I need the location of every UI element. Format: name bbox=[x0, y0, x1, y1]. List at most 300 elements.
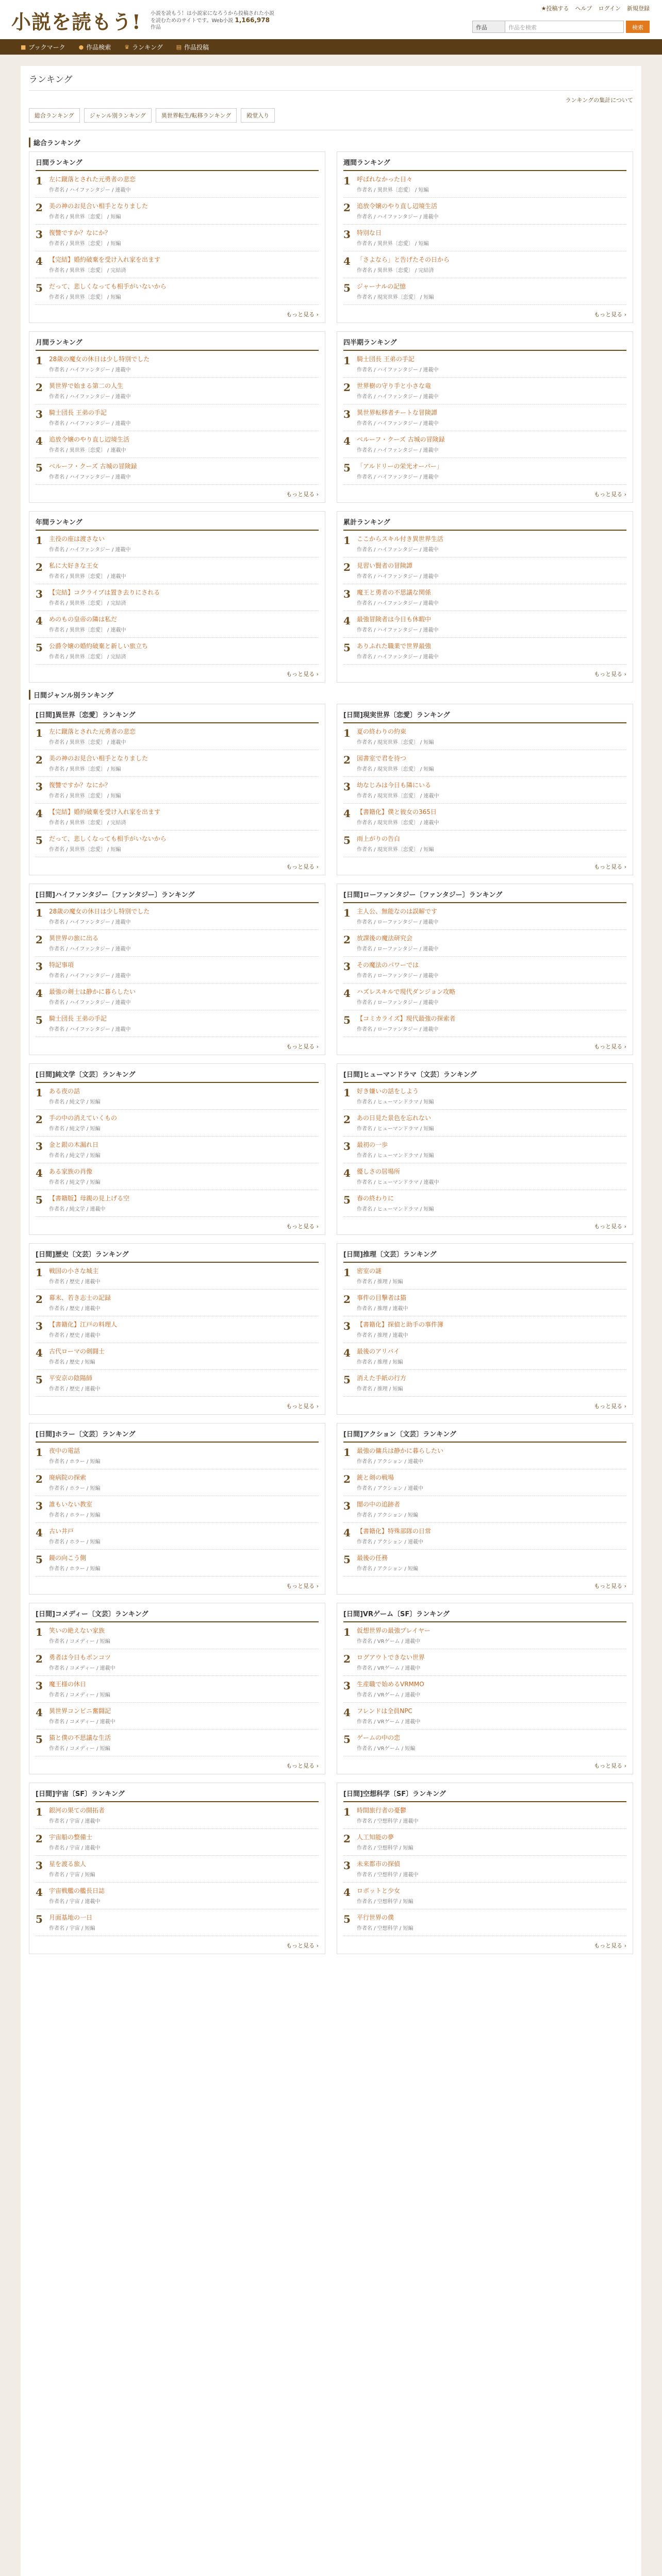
ranking-info-link[interactable]: ランキングの集計について bbox=[565, 97, 633, 104]
main-content bbox=[21, 66, 641, 2576]
rank-body bbox=[357, 835, 626, 853]
rank-body bbox=[357, 1887, 626, 1905]
novel-title-link[interactable]: 【完結】コクライブは置き去りにされる bbox=[49, 589, 160, 596]
novel-title-link[interactable]: 魔王様の休日 bbox=[49, 1681, 87, 1688]
ranking-panel bbox=[29, 151, 325, 323]
rank-item bbox=[343, 831, 626, 857]
novel-title-link[interactable]: ある家族の肖像 bbox=[49, 1168, 93, 1175]
novel-title-link[interactable]: 左に蹴落とされた元勇者の悲恋 bbox=[49, 728, 136, 735]
novel-title-link[interactable]: 最初の一歩 bbox=[357, 1141, 388, 1148]
more-link[interactable]: もっと見る › bbox=[594, 311, 626, 318]
rank-number: 3 bbox=[343, 1140, 351, 1153]
rank-body bbox=[357, 175, 626, 193]
more-link[interactable]: もっと見る › bbox=[286, 1043, 319, 1050]
rank-item bbox=[36, 1290, 319, 1316]
search-type-select[interactable]: 作品 bbox=[472, 21, 505, 33]
novel-title-link[interactable]: 追放令嬢のやり直し辺境生活 bbox=[357, 202, 438, 210]
rank-body bbox=[49, 1833, 319, 1851]
novel-title-link[interactable]: 人工知能の夢 bbox=[357, 1834, 394, 1841]
novel-title-link[interactable]: 図書室で君を待つ bbox=[357, 755, 407, 762]
rank-body bbox=[357, 1194, 626, 1212]
novel-title-link[interactable]: 美の神のお見合い相手となりました bbox=[49, 202, 148, 210]
rank-body bbox=[357, 1806, 626, 1824]
novel-meta: 作者名 / 純文学 / 短編 bbox=[49, 1153, 101, 1159]
rank-item bbox=[36, 1316, 319, 1343]
novel-title-link[interactable]: 【書籍化】探偵と助手の事件簿 bbox=[357, 1321, 444, 1328]
novel-title-link[interactable]: 廃病院の探索 bbox=[49, 1474, 87, 1481]
novel-meta: 作者名 / ハイファンタジー / 連載中 bbox=[49, 367, 131, 373]
novel-meta: 作者名 / 歴史 / 連載中 bbox=[49, 1333, 101, 1338]
rank-body bbox=[49, 1653, 319, 1671]
novel-title-link[interactable]: その魔法のパワーでは bbox=[357, 961, 419, 969]
novel-title-link[interactable]: 闇の中の追跡者 bbox=[357, 1501, 401, 1508]
header-link-post[interactable]: ★投稿する bbox=[541, 5, 569, 12]
novel-meta: 作者名 / 異世界〔恋愛〕 / 完結済 bbox=[49, 268, 126, 274]
novel-meta: 作者名 / ホラー / 短編 bbox=[49, 1539, 101, 1545]
search-button[interactable]: 検索 bbox=[626, 21, 650, 33]
rank-number: 1 bbox=[343, 907, 351, 919]
rank-body bbox=[357, 1473, 626, 1492]
novel-meta: 作者名 / ハイファンタジー / 連載中 bbox=[49, 1027, 131, 1032]
more-link[interactable]: もっと見る › bbox=[594, 1043, 626, 1050]
novel-title-link[interactable]: 異世界の旅に出る bbox=[49, 935, 99, 942]
novel-title-link[interactable]: 夏の終わりの約束 bbox=[357, 728, 407, 735]
novel-title-link[interactable]: 宇宙戦艦の艦長日誌 bbox=[49, 1887, 105, 1894]
more-link[interactable]: もっと見る › bbox=[594, 491, 626, 498]
novel-title-link[interactable]: 猫と僕の不思議な生活 bbox=[49, 1734, 111, 1741]
novel-meta: 作者名 / ローファンタジー / 連載中 bbox=[357, 1000, 439, 1006]
rank-number: 2 bbox=[36, 1113, 43, 1126]
novel-meta: 作者名 / ハイファンタジー / 連載中 bbox=[357, 628, 439, 633]
novel-title-link[interactable]: ベルーフ・クーズ 古城の冒険録 bbox=[357, 436, 445, 443]
rank-number: 5 bbox=[36, 282, 43, 294]
rank-number: 1 bbox=[36, 534, 43, 547]
novel-meta: 作者名 / ハイファンタジー / 連載中 bbox=[49, 547, 131, 553]
novel-meta: 作者名 / アクション / 短編 bbox=[357, 1513, 418, 1518]
rank-number: 5 bbox=[343, 1014, 351, 1026]
panel-title: [日間]純文学〔文芸〕ランキング bbox=[36, 1068, 319, 1083]
rank-body bbox=[357, 1320, 626, 1338]
novel-title-link[interactable]: 異世界コンビニ奮闘記 bbox=[49, 1707, 111, 1715]
novel-title-link[interactable]: 【書籍化】僕と彼女の365日 bbox=[357, 808, 437, 816]
rank-number: 3 bbox=[36, 228, 43, 241]
filter-genre[interactable]: ジャンル別ランキング bbox=[84, 108, 152, 123]
novel-meta: 作者名 / ハイファンタジー / 連載中 bbox=[357, 574, 439, 580]
novel-title-link[interactable]: 最強の剣士は静かに暮らしたい bbox=[49, 988, 136, 995]
novel-title-link[interactable]: 事件の目撃者は猫 bbox=[357, 1294, 407, 1301]
novel-meta: 作者名 / 異世界〔恋愛〕 / 完結済 bbox=[49, 654, 126, 660]
rank-body bbox=[49, 1014, 319, 1032]
novel-title-link[interactable]: 銃と剣の戦場 bbox=[357, 1474, 394, 1481]
panel-title: [日間]推理〔文芸〕ランキング bbox=[343, 1248, 626, 1263]
more-link[interactable]: もっと見る › bbox=[286, 311, 319, 318]
header-link-login[interactable]: ログイン bbox=[598, 5, 621, 12]
novel-meta: 作者名 / 異世界〔恋愛〕 / 連載中 bbox=[49, 574, 126, 580]
novel-title-link[interactable]: 最強冒険者は今日も休暇中 bbox=[357, 616, 432, 623]
rank-number: 3 bbox=[36, 960, 43, 973]
novel-title-link[interactable]: 最後のアリバイ bbox=[357, 1348, 400, 1355]
novel-meta: 作者名 / ヒューマンドラマ / 短編 bbox=[357, 1099, 434, 1105]
novel-title-link[interactable]: 放課後の魔法研究会 bbox=[357, 935, 413, 942]
novel-title-link[interactable]: 幼なじみは今日も隣にいる bbox=[357, 782, 432, 789]
header-link-help[interactable]: ヘルプ bbox=[575, 5, 592, 12]
search-icon: ● bbox=[78, 43, 84, 50]
rank-number: 4 bbox=[343, 1886, 351, 1899]
novel-title-link[interactable]: 追放令嬢のやり直し辺境生活 bbox=[49, 436, 130, 443]
rank-item bbox=[36, 723, 319, 750]
more-link[interactable]: もっと見る › bbox=[594, 1942, 626, 1949]
novel-title-link[interactable]: 仮想世界の最強プレイヤー bbox=[357, 1627, 431, 1634]
novel-title-link[interactable]: 【書籍化】江戸の料理人 bbox=[49, 1321, 118, 1328]
rank-number: 5 bbox=[36, 1553, 43, 1566]
rank-number: 1 bbox=[343, 727, 351, 739]
more-link[interactable]: もっと見る › bbox=[286, 1942, 319, 1949]
rank-body bbox=[357, 409, 626, 427]
novel-meta: 作者名 / ハイファンタジー / 連載中 bbox=[49, 920, 131, 925]
rank-number: 1 bbox=[343, 1446, 351, 1459]
novel-title-link[interactable]: 復讐ですか？なにか？ bbox=[49, 782, 111, 789]
more-link[interactable]: もっと見る › bbox=[286, 1583, 319, 1589]
novel-title-link[interactable]: 金と銀の木漏れ日 bbox=[49, 1141, 99, 1148]
rank-number: 1 bbox=[343, 1266, 351, 1279]
novel-title-link[interactable]: 最強の傭兵は静かに暮らしたい bbox=[357, 1447, 444, 1454]
novel-title-link[interactable]: 星を渡る旅人 bbox=[49, 1860, 87, 1868]
rank-list bbox=[36, 351, 319, 485]
novel-title-link[interactable]: 28歳の魔女の休日は少し特別でした bbox=[49, 908, 150, 915]
rank-item bbox=[343, 378, 626, 404]
rank-number: 5 bbox=[36, 1733, 43, 1745]
novel-meta: 作者名 / 異世界〔恋愛〕 / 連載中 bbox=[49, 740, 126, 745]
novel-title-link[interactable]: 生産職で始めるVRMMO bbox=[357, 1681, 424, 1688]
rank-number: 4 bbox=[343, 1527, 351, 1539]
rank-number: 3 bbox=[343, 228, 351, 241]
novel-title-link[interactable]: 勇者は今日もポンコツ bbox=[49, 1654, 111, 1661]
more-link[interactable]: もっと見る › bbox=[594, 863, 626, 870]
rank-number: 1 bbox=[36, 354, 43, 367]
rank-number: 3 bbox=[36, 588, 43, 600]
novel-title-link[interactable]: 28歳の魔女の休日は少し特別でした bbox=[49, 355, 150, 363]
rank-list bbox=[343, 351, 626, 485]
rank-list bbox=[343, 531, 626, 665]
rank-number: 1 bbox=[36, 1087, 43, 1099]
novel-title-link[interactable]: ロボットと少女 bbox=[357, 1887, 401, 1894]
novel-title-link[interactable]: 公爵令嬢の婚約破棄と新しい旅立ち bbox=[49, 642, 148, 650]
rank-item bbox=[343, 804, 626, 831]
novel-title-link[interactable]: 「さよなら」と告げたその日から bbox=[357, 256, 450, 263]
rank-number: 4 bbox=[36, 615, 43, 627]
novel-title-link[interactable]: 美の神のお見合い相手となりました bbox=[49, 755, 148, 762]
novel-title-link[interactable]: ゲームの中の恋 bbox=[357, 1734, 401, 1741]
novel-title-link[interactable]: 消えた手紙の行方 bbox=[357, 1375, 407, 1382]
more-link[interactable]: もっと見る › bbox=[594, 1223, 626, 1230]
more-link[interactable]: もっと見る › bbox=[286, 491, 319, 498]
more-link[interactable]: もっと見る › bbox=[594, 1583, 626, 1589]
more-link[interactable]: もっと見る › bbox=[594, 671, 626, 677]
rank-list bbox=[36, 171, 319, 305]
novel-title-link[interactable]: 平安京の陰陽師 bbox=[49, 1375, 93, 1382]
rank-number: 2 bbox=[36, 1473, 43, 1485]
rank-number: 1 bbox=[36, 907, 43, 919]
novel-title-link[interactable]: 春の終わりに bbox=[357, 1195, 394, 1202]
rank-item bbox=[36, 1703, 319, 1730]
rank-body bbox=[49, 1500, 319, 1518]
novel-title-link[interactable]: 【完結】婚約破棄を受け入れ家を出ます bbox=[49, 808, 161, 816]
rank-body bbox=[49, 535, 319, 553]
rank-list bbox=[343, 903, 626, 1037]
novel-title-link[interactable]: 戦国の小さな城主 bbox=[49, 1267, 99, 1275]
rank-item bbox=[343, 930, 626, 957]
rank-body bbox=[357, 961, 626, 979]
novel-title-link[interactable]: 【書籍版】母親の見上げる空 bbox=[49, 1195, 130, 1202]
rank-body bbox=[49, 1913, 319, 1931]
rank-body bbox=[49, 409, 319, 427]
novel-title-link[interactable]: 夜中の電話 bbox=[49, 1447, 80, 1454]
rank-body bbox=[357, 1294, 626, 1312]
novel-title-link[interactable]: 密室の謎 bbox=[357, 1267, 382, 1275]
rank-item bbox=[343, 458, 626, 485]
novel-meta: 作者名 / 異世界〔恋愛〕 / 短編 bbox=[49, 241, 121, 247]
ranking-panel bbox=[29, 331, 325, 503]
filter-hall-of-fame[interactable]: 殿堂入り bbox=[241, 108, 275, 123]
rank-item bbox=[36, 1343, 319, 1370]
rank-item bbox=[343, 584, 626, 611]
rank-list bbox=[343, 1622, 626, 1756]
novel-title-link[interactable]: 特記事項 bbox=[49, 961, 74, 969]
novel-title-link[interactable]: 復讐ですか？なにか？ bbox=[49, 229, 111, 236]
rank-body bbox=[49, 1267, 319, 1285]
novel-meta: 作者名 / アクション / 連載中 bbox=[357, 1459, 423, 1465]
ranking-panel bbox=[29, 1063, 325, 1235]
novel-meta: 作者名 / 異世界〔恋愛〕 / 短編 bbox=[49, 767, 121, 772]
novel-title-link[interactable]: 月面基地の一日 bbox=[49, 1914, 93, 1921]
novel-title-link[interactable]: 魔王と勇者の不思議な関係 bbox=[357, 589, 432, 596]
rank-body bbox=[357, 754, 626, 772]
novel-meta: 作者名 / VRゲーム / 連載中 bbox=[357, 1692, 421, 1698]
novel-title-link[interactable]: 主役の座は渡さない bbox=[49, 535, 105, 543]
rank-item bbox=[36, 831, 319, 857]
rank-body bbox=[357, 256, 626, 274]
rank-body bbox=[49, 907, 319, 925]
novel-title-link[interactable]: ハズレスキルで現代ダンジョン攻略 bbox=[357, 988, 456, 995]
novel-title-link[interactable]: 【書籍化】特殊部隊の日常 bbox=[357, 1528, 432, 1535]
nav-bookmark[interactable] bbox=[21, 43, 65, 52]
novel-title-link[interactable]: 鏡の向こう側 bbox=[49, 1554, 87, 1562]
novel-title-link[interactable]: 異世界で始まる第二の人生 bbox=[49, 382, 124, 389]
header-links bbox=[541, 4, 650, 12]
rank-body bbox=[49, 615, 319, 633]
novel-title-link[interactable]: 銀河の果ての開拓者 bbox=[49, 1807, 105, 1814]
novel-meta: 作者名 / コメディー / 短編 bbox=[49, 1692, 110, 1698]
rank-body bbox=[49, 1087, 319, 1105]
rank-item bbox=[343, 1443, 626, 1469]
rank-number: 4 bbox=[343, 1167, 351, 1179]
novel-meta: 作者名 / 推理 / 短編 bbox=[357, 1360, 403, 1365]
filter-overall[interactable]: 総合ランキング bbox=[29, 108, 80, 123]
nav-post[interactable] bbox=[176, 43, 209, 52]
novel-title-link[interactable]: 笑いの絶えない家族 bbox=[49, 1627, 105, 1634]
panel-title: 四半期ランキング bbox=[343, 336, 626, 351]
more-link[interactable]: もっと見る › bbox=[286, 863, 319, 870]
rank-item bbox=[36, 804, 319, 831]
ranking-grid bbox=[29, 151, 633, 683]
novel-meta: 作者名 / コメディー / 連載中 bbox=[49, 1666, 115, 1671]
novel-title-link[interactable]: だって、悲しくなっても相手がいないから bbox=[49, 283, 167, 290]
novel-title-link[interactable]: 好き嫌いの話をしよう bbox=[357, 1088, 419, 1095]
rank-number: 4 bbox=[36, 1167, 43, 1179]
rank-number: 5 bbox=[36, 641, 43, 654]
search-bar bbox=[472, 21, 650, 33]
novel-title-link[interactable]: 誰もいない教室 bbox=[49, 1501, 93, 1508]
rank-number: 2 bbox=[36, 754, 43, 766]
more-link[interactable]: もっと見る › bbox=[286, 1403, 319, 1410]
novel-title-link[interactable]: ログアウトできない世界 bbox=[357, 1654, 425, 1661]
novel-meta: 作者名 / ハイファンタジー / 連載中 bbox=[357, 448, 439, 453]
site-logo[interactable]: 小説を読もう! bbox=[11, 10, 141, 33]
novel-title-link[interactable]: フレンドは全員NPC bbox=[357, 1707, 412, 1715]
rank-number: 3 bbox=[36, 1500, 43, 1512]
more-link[interactable]: もっと見る › bbox=[286, 1223, 319, 1230]
rank-item bbox=[343, 777, 626, 804]
novel-title-link[interactable]: ここからスキル付き異世界生活 bbox=[357, 535, 443, 543]
ranking-filters bbox=[29, 108, 633, 130]
novel-title-link[interactable]: 幕末、若き志士の記録 bbox=[49, 1294, 111, 1301]
rank-number: 3 bbox=[36, 1140, 43, 1153]
rank-number: 3 bbox=[343, 1680, 351, 1692]
nav-label: ランキング bbox=[132, 43, 163, 51]
more-link[interactable]: もっと見る › bbox=[594, 1403, 626, 1410]
rank-item bbox=[36, 458, 319, 485]
rank-number: 4 bbox=[36, 1527, 43, 1539]
novel-meta: 作者名 / ハイファンタジー / 連載中 bbox=[49, 474, 131, 480]
novel-title-link[interactable]: 世界樹の守り手と小さな竜 bbox=[357, 382, 432, 389]
rank-body bbox=[357, 282, 626, 300]
home-icon: ■ bbox=[21, 43, 26, 50]
rank-body bbox=[49, 727, 319, 745]
rank-number: 1 bbox=[36, 1626, 43, 1638]
novel-title-link[interactable]: 雨上がりの告白 bbox=[357, 835, 401, 842]
rank-number: 5 bbox=[343, 1374, 351, 1386]
more-link[interactable]: もっと見る › bbox=[594, 1762, 626, 1769]
rank-body bbox=[357, 355, 626, 373]
novel-meta: 作者名 / 異世界〔恋愛〕 / 完結済 bbox=[357, 268, 434, 274]
novel-meta: 作者名 / コメディー / 短編 bbox=[49, 1639, 110, 1645]
rank-number: 2 bbox=[36, 561, 43, 573]
rank-body bbox=[357, 1267, 626, 1285]
novel-title-link[interactable]: 平行世界の僕 bbox=[357, 1914, 394, 1921]
ranking-panel bbox=[337, 1243, 633, 1415]
more-link[interactable]: もっと見る › bbox=[286, 671, 319, 677]
novel-title-link[interactable]: 最後の任務 bbox=[357, 1554, 388, 1562]
rank-number: 5 bbox=[343, 282, 351, 294]
novel-title-link[interactable]: 未来都市の探偵 bbox=[357, 1860, 401, 1868]
rank-list bbox=[36, 1443, 319, 1577]
rank-body bbox=[49, 435, 319, 453]
rank-body bbox=[49, 1527, 319, 1545]
rank-body bbox=[49, 1554, 319, 1572]
novel-title-link[interactable]: 時間旅行者の憂鬱 bbox=[357, 1807, 407, 1814]
novel-title-link[interactable]: 騎士団長 王弟の手記 bbox=[49, 409, 107, 416]
header-link-register[interactable]: 新規登録 bbox=[627, 5, 650, 12]
novel-meta: 作者名 / VRゲーム / 短編 bbox=[357, 1746, 416, 1752]
novel-title-link[interactable]: 左に蹴落とされた元勇者の悲恋 bbox=[49, 176, 136, 183]
novel-title-link[interactable]: 古い井戸 bbox=[49, 1528, 74, 1535]
novel-title-link[interactable]: ジャーナルの記憶 bbox=[357, 283, 406, 290]
novel-meta: 作者名 / 現実世界〔恋愛〕 / 短編 bbox=[357, 740, 434, 745]
novel-meta: 作者名 / ハイファンタジー / 連載中 bbox=[357, 654, 439, 660]
novel-title-link[interactable]: あの日見た景色を忘れない bbox=[357, 1114, 432, 1122]
rank-body bbox=[357, 435, 626, 453]
novel-meta: 作者名 / 異世界〔恋愛〕 / 短編 bbox=[49, 295, 121, 300]
novel-meta: 作者名 / 推理 / 連載中 bbox=[357, 1333, 408, 1338]
novel-title-link[interactable]: 【コミカライズ】現代最強の探索者 bbox=[357, 1015, 456, 1022]
rank-body bbox=[49, 642, 319, 660]
rank-list bbox=[343, 1083, 626, 1217]
nav-label: 作品検索 bbox=[86, 43, 111, 51]
novel-title-link[interactable]: ベルーフ・クーズ 古城の冒険録 bbox=[49, 463, 137, 470]
novel-title-link[interactable]: 呼ばれなかった日々 bbox=[357, 176, 413, 183]
novel-meta: 作者名 / 歴史 / 連載中 bbox=[49, 1386, 101, 1392]
nav-ranking[interactable] bbox=[124, 43, 163, 52]
rank-body bbox=[357, 229, 626, 247]
rank-body bbox=[357, 382, 626, 400]
novel-title-link[interactable]: 主人公、無能なのは誤解です bbox=[357, 908, 438, 915]
novel-title-link[interactable]: 異世界転移者チートな冒険譚 bbox=[357, 409, 438, 416]
rank-item bbox=[36, 404, 319, 431]
search-input[interactable]: 作品を検索 bbox=[505, 21, 624, 33]
rank-body bbox=[49, 934, 319, 952]
novel-title-link[interactable]: 騎士団長 王弟の手記 bbox=[357, 355, 415, 363]
novel-meta: 作者名 / VRゲーム / 連載中 bbox=[357, 1666, 421, 1671]
rank-body bbox=[357, 1913, 626, 1931]
rank-number: 3 bbox=[343, 781, 351, 793]
rank-item bbox=[36, 584, 319, 611]
novel-meta: 作者名 / 歴史 / 連載中 bbox=[49, 1279, 101, 1285]
panel-title: [日間]VRゲーム〔SF〕ランキング bbox=[343, 1607, 626, 1622]
novel-title-link[interactable]: めのもの皇帝の隣は私だ bbox=[49, 616, 118, 623]
rank-number: 2 bbox=[343, 1113, 351, 1126]
main-nav bbox=[0, 39, 662, 55]
novel-title-link[interactable]: 【完結】婚約破棄を受け入れ家を出ます bbox=[49, 256, 161, 263]
section-title: 総合ランキング bbox=[29, 138, 633, 147]
rank-number: 1 bbox=[36, 1266, 43, 1279]
novel-title-link[interactable]: 手の中の消えていくもの bbox=[49, 1114, 118, 1122]
rank-number: 3 bbox=[343, 1320, 351, 1332]
rank-body bbox=[357, 535, 626, 553]
rank-body bbox=[49, 1806, 319, 1824]
rank-body bbox=[49, 1194, 319, 1212]
novel-title-link[interactable]: 宇宙船の整備士 bbox=[49, 1834, 93, 1841]
novel-title-link[interactable]: 古代ローマの剣闘士 bbox=[49, 1348, 105, 1355]
novel-meta: 作者名 / 宇宙 / 連載中 bbox=[49, 1845, 101, 1851]
novel-meta: 作者名 / 純文学 / 短編 bbox=[49, 1180, 101, 1185]
novel-title-link[interactable]: 見習い賢者の冒険譚 bbox=[357, 562, 413, 569]
novel-title-link[interactable]: 私に大好きな王女 bbox=[49, 562, 99, 569]
novel-title-link[interactable]: 優しさの居場所 bbox=[357, 1168, 401, 1175]
filter-isekai[interactable]: 異世界転生/転移ランキング bbox=[156, 108, 237, 123]
novel-title-link[interactable]: 騎士団長 王弟の手記 bbox=[49, 1015, 107, 1022]
rank-list bbox=[343, 1263, 626, 1397]
rank-item bbox=[36, 1802, 319, 1829]
rank-item bbox=[343, 171, 626, 198]
novel-title-link[interactable]: ありふれた職業で世界最強 bbox=[357, 642, 432, 650]
novel-title-link[interactable]: 特別な日 bbox=[357, 229, 382, 236]
novel-title-link[interactable]: 「アルドリーの栄光オーバー」 bbox=[357, 463, 443, 470]
novel-meta: 作者名 / 現実世界〔恋愛〕 / 短編 bbox=[357, 847, 434, 853]
nav-search[interactable] bbox=[79, 43, 111, 52]
novel-title-link[interactable]: だって、悲しくなっても相手がいないから bbox=[49, 835, 167, 842]
novel-title-link[interactable]: ある夜の話 bbox=[49, 1088, 80, 1095]
more-link[interactable]: もっと見る › bbox=[286, 1762, 319, 1769]
